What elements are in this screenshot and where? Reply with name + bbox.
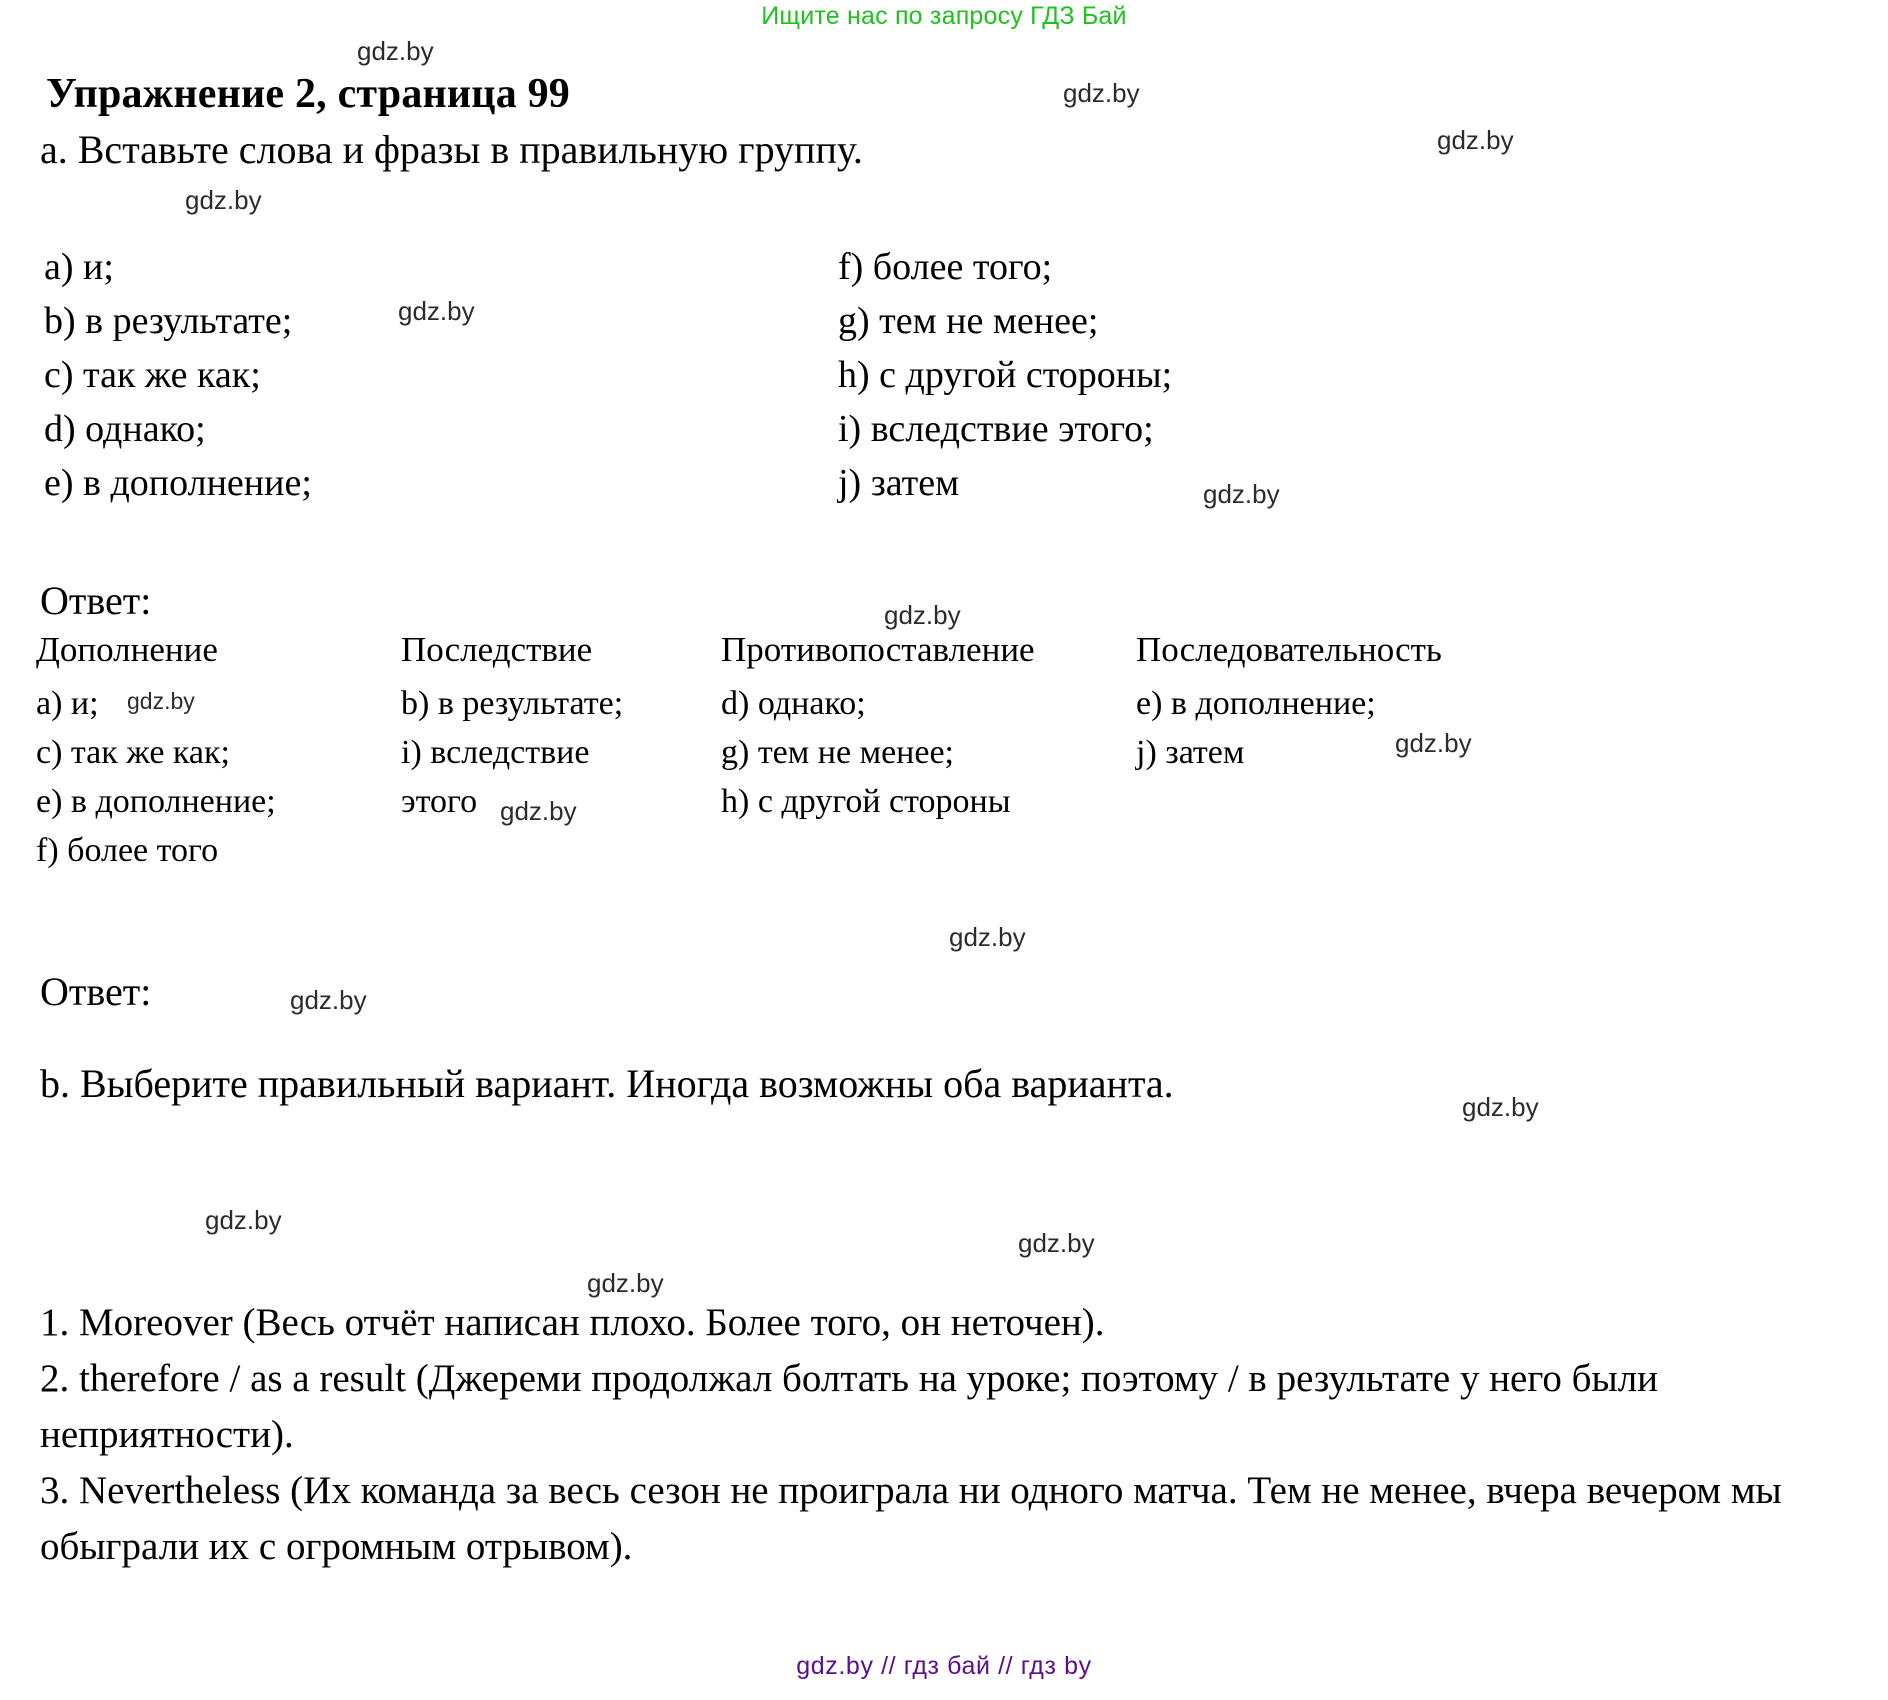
watermark-gdz: gdz.by bbox=[500, 796, 577, 826]
task-b-prompt: b. Выберите правильный вариант. Иногда возможны оба варианта. bbox=[40, 1061, 1174, 1106]
word-list-item: j) затем bbox=[838, 462, 960, 504]
answers-list-b bbox=[40, 1295, 1850, 1575]
group-cell: a) и; bbox=[36, 685, 99, 722]
watermark-gdz: gdz.by bbox=[205, 1205, 282, 1235]
word-list-item: a) и; bbox=[44, 246, 114, 288]
watermark-gdz: gdz.by bbox=[398, 296, 475, 326]
watermark-gdz: gdz.by bbox=[127, 688, 195, 714]
watermark-gdz: gdz.by bbox=[290, 985, 367, 1015]
watermark-gdz: gdz.by bbox=[587, 1268, 664, 1298]
answer-item: 3. Nevertheless (Их команда за весь сезон не проиграла ни одного матча. Тем не менее, вчера вечером мы обыграли их с огромным отрывом). bbox=[40, 1469, 1782, 1568]
word-list-right-column bbox=[838, 240, 1172, 510]
group-cell: этого bbox=[401, 783, 478, 820]
group-cell: e) в дополнение; bbox=[1136, 685, 1376, 722]
watermark-gdz: gdz.by bbox=[884, 600, 961, 630]
answer-grouping-table bbox=[36, 625, 1506, 875]
answer-item: 1. Moreover (Весь отчёт написан плохо. Более того, он неточен). bbox=[40, 1301, 1105, 1344]
word-list-item: h) с другой стороны; bbox=[838, 354, 1173, 396]
group-cell: h) с другой стороны bbox=[721, 783, 1011, 820]
group-cell: e) в дополнение; bbox=[36, 783, 276, 820]
group-column-body bbox=[36, 679, 401, 875]
watermark-gdz: gdz.by bbox=[185, 185, 262, 215]
task-a-prompt: a. Вставьте слова и фразы в правильную группу. bbox=[40, 127, 863, 172]
watermark-gdz: gdz.by bbox=[1437, 125, 1514, 155]
page-title: Упражнение 2, страница 99 bbox=[46, 71, 571, 117]
answer-label-b: Ответ: bbox=[40, 969, 152, 1014]
watermark-gdz: gdz.by bbox=[1395, 728, 1472, 758]
word-list-item: f) более того; bbox=[838, 246, 1053, 288]
promo-banner: Ищите нас по запросу ГДЗ Бай bbox=[761, 2, 1127, 30]
group-cell: i) вследствие bbox=[401, 734, 590, 771]
group-column-header: Последовательность bbox=[1136, 630, 1442, 669]
watermark-gdz: gdz.by bbox=[357, 36, 434, 66]
word-list-item: i) вследствие этого; bbox=[838, 408, 1154, 450]
word-list-item: b) в результате; bbox=[44, 300, 293, 342]
group-cell: b) в результате; bbox=[401, 685, 624, 722]
group-cell: c) так же как; bbox=[36, 734, 230, 771]
watermark-gdz: gdz.by bbox=[1203, 479, 1280, 509]
watermark-gdz: gdz.by bbox=[1063, 78, 1140, 108]
footer-links: gdz.by // гдз бай // гдз by bbox=[796, 1652, 1092, 1680]
word-list-item: e) в дополнение; bbox=[44, 462, 312, 504]
group-column-body bbox=[721, 679, 1136, 875]
word-list-left-column bbox=[44, 240, 312, 510]
word-list-item: g) тем не менее; bbox=[838, 300, 1099, 342]
group-column-header: Противопоставление bbox=[721, 630, 1035, 669]
watermark-gdz: gdz.by bbox=[1462, 1092, 1539, 1122]
group-cell: j) затем bbox=[1136, 734, 1245, 771]
word-list-item: c) так же как; bbox=[44, 354, 261, 396]
word-list-item: d) однако; bbox=[44, 408, 206, 450]
group-column-header: Последствие bbox=[401, 630, 593, 669]
answer-item: 2. therefore / as a result (Джереми продолжал болтать на уроке; поэтому / в результате у него были неприятности). bbox=[40, 1357, 1659, 1456]
group-column-header: Дополнение bbox=[36, 630, 218, 669]
group-column-body bbox=[401, 679, 721, 875]
group-cell: g) тем не менее; bbox=[721, 734, 955, 771]
group-column-body bbox=[1136, 679, 1506, 875]
group-cell: f) более того bbox=[36, 832, 219, 869]
watermark-gdz: gdz.by bbox=[949, 922, 1026, 952]
watermark-gdz: gdz.by bbox=[1018, 1228, 1095, 1258]
group-cell: d) однако; bbox=[721, 685, 866, 722]
answer-label-a: Ответ: bbox=[40, 578, 152, 623]
